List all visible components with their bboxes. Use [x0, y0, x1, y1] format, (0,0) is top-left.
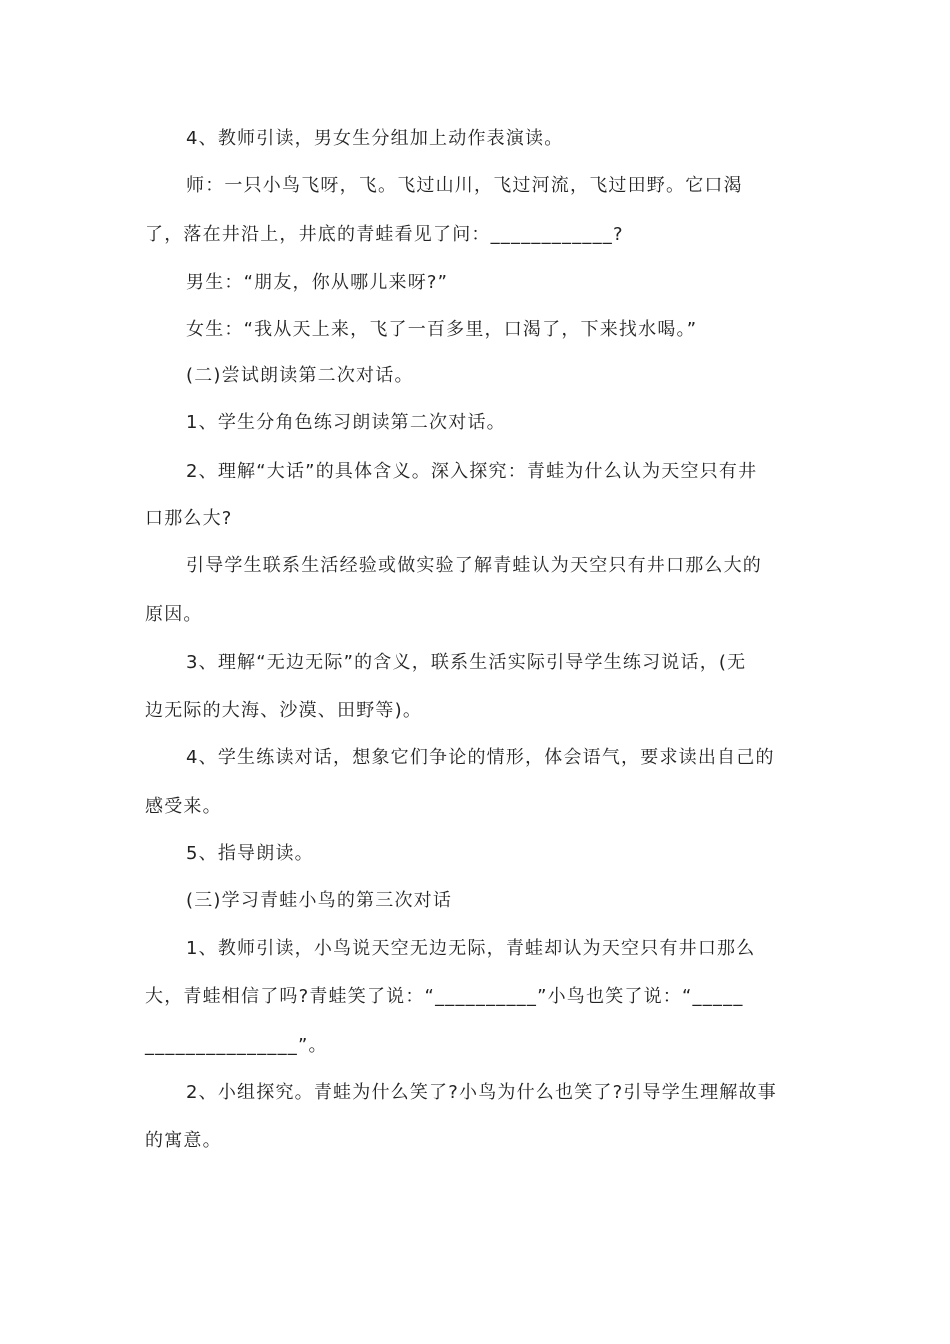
text-line: _______________”。: [145, 1035, 328, 1056]
text-line: 师：一只小鸟飞呀，飞。飞过山川，飞过河流，飞过田野。它口渴: [186, 175, 743, 196]
text-line: 边无际的大海、沙漠、田野等)。: [145, 700, 423, 721]
text-line: 引导学生联系生活经验或做实验了解青蛙认为天空只有井口那么大的: [186, 555, 762, 576]
text-line: 2、小组探究。青蛙为什么笑了?小鸟为什么也笑了?引导学生理解故事: [186, 1082, 777, 1103]
text-line: 大，青蛙相信了吗?青蛙笑了说：“__________”小鸟也笑了说：“_____: [145, 986, 744, 1007]
text-line: 的寓意。: [145, 1130, 222, 1151]
text-line: 4、学生练读对话，想象它们争论的情形，体会语气，要求读出自己的: [186, 747, 775, 768]
section-heading: (二)尝试朗读第二次对话。: [186, 365, 414, 386]
text-line: 女生：“我从天上来，飞了一百多里，口渴了，下来找水喝。”: [186, 319, 698, 340]
text-line: 口那么大?: [145, 508, 233, 529]
text-line: 2、理解“大话”的具体含义。深入探究：青蛙为什么认为天空只有井: [186, 461, 758, 482]
text-line: 原因。: [145, 604, 203, 625]
text-line: 男生：“朋友，你从哪儿来呀?”: [186, 272, 449, 293]
text-line: 1、教师引读，小鸟说天空无边无际，青蛙却认为天空只有井口那么: [186, 938, 756, 959]
text-line: 感受来。: [145, 796, 222, 817]
text-line: 3、理解“无边无际”的含义，联系生活实际引导学生练习说话，(无: [186, 652, 747, 673]
section-heading: (三)学习青蛙小鸟的第三次对话: [186, 890, 453, 911]
text-line: 了，落在井沿上，井底的青蛙看见了问：____________?: [145, 224, 624, 245]
text-line: 1、学生分角色练习朗读第二次对话。: [186, 412, 506, 433]
text-line: 5、指导朗读。: [186, 843, 314, 864]
text-line: 4、教师引读，男女生分组加上动作表演读。: [186, 128, 564, 149]
